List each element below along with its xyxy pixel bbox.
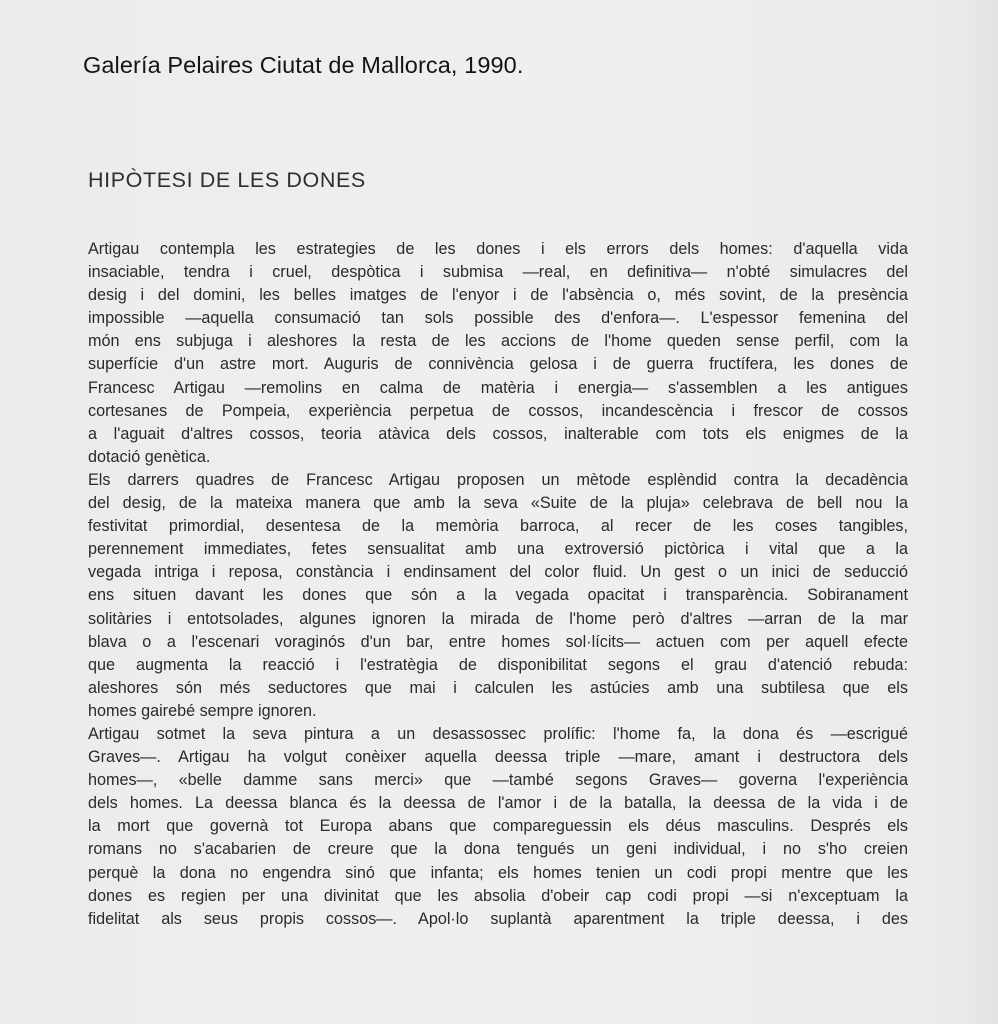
body-line: Francesc Artigau —remolins en calma de matèria i energia— s'assemblen a les antigues [88,378,908,397]
page-title: HIPÒTESI DE LES DONES [88,168,366,192]
body-line: ens situen davant les dones que són a la vegada opacitat i transparència. Sobiranament [88,586,908,605]
body-line: superfície d'un astre mort. Auguris de connivència gelosa i de guerra fructífera, les dones de [88,355,908,374]
body-line: homes gairebé sempre ignoren. [88,701,317,720]
body-line: vegada intriga i reposa, constància i endinsament del color fluid. Un gest o un inici de seducció [88,563,908,582]
body-line: desig i del domini, les belles imatges de l'enyor i de l'absència o, més sovint, de la presència [88,286,908,305]
body-line: blava o a l'escenari voraginós d'un bar, entre homes sol·lícits— actuen com per aquell efecte [88,632,908,651]
body-line: dels homes. La deessa blanca és la deessa de l'amor i de la batalla, la deessa de la vida i de [88,794,908,813]
page-edge-shade [958,0,998,1024]
body-line: que augmenta la reacció i l'estratègia de disponibilitat segons el grau d'atenció rebuda: [88,655,908,674]
body-line: a l'aguait d'altres cossos, teoria atàvica dels cossos, inalterable com tots els enigmes de la [88,424,908,443]
body-line: perquè la dona no engendra sinó que infanta; els homes tenien un codi propi mentre que les [88,863,908,882]
body-line: del desig, de la mateixa manera que amb la seva «Suite de la pluja» celebrava de bell nou la [88,494,908,513]
body-line: Artigau sotmet la seva pintura a un desassossec prolífic: l'home fa, la dona és —escrigué [88,724,908,743]
body-line: impossible —aquella consumació tan sols possible des d'enfora—. L'espessor femenina del [88,309,908,328]
body-line: dones es regien per una divinitat que les absolia d'obeir cap codi propi —si n'exceptuam la [88,886,908,905]
body-line: cortesanes de Pompeia, experiència perpetua de cossos, incandescència i frescor de cossos [88,401,908,420]
body-line: Els darrers quadres de Francesc Artigau proposen un mètode esplèndid contra la decadència [88,470,908,489]
body-line: aleshores són més seductores que mai i calculen les astúcies amb una subtilesa que els [88,678,908,697]
article-body [88,238,908,931]
body-line: solitàries i entotsolades, algunes ignoren la mirada de l'home però d'altres —arran de la mar [88,609,908,628]
body-line: món ens subjuga i aleshores la resta de les accions de l'home queden sense perfil, com la [88,332,908,351]
body-line: homes—, «belle damme sans merci» que —també segons Graves— governa l'experiència [88,771,908,790]
body-line: romans no s'acabarien de creure que la dona tengués un geni individual, i no s'ho creien [88,840,908,859]
body-line: festivitat primordial, desentesa de la memòria barroca, al recer de les coses tangibles, [88,517,908,536]
body-line: perennement immediates, fetes sensualitat amb una extroversió pictòrica i vital que a la [88,540,908,559]
body-line: fidelitat als seus propis cossos—. Apol·lo suplantà aparentment la triple deessa, i des [88,909,908,928]
body-line: Graves—. Artigau ha volgut conèixer aquella deessa triple —mare, amant i destructora dels [88,748,908,767]
body-line: Artigau contempla les estrategies de les dones i els errors dels homes: d'aquella vida [88,240,908,258]
body-line: insaciable, tendra i cruel, despòtica i submisa —real, en definitiva— n'obté simulacres del [88,263,908,282]
body-line: la mort que governà tot Europa abans que compareguessin els déus masculins. Després els [88,817,908,836]
image-caption: Galería Pelaires Ciutat de Mallorca, 1990. [83,52,524,78]
body-line: dotació genètica. [88,447,211,466]
